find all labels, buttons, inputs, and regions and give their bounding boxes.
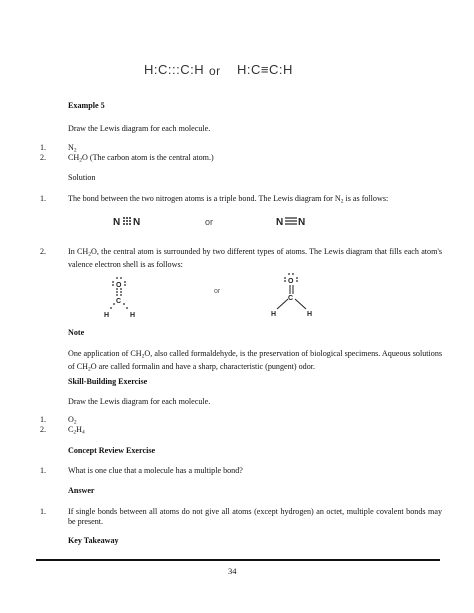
svg-text:C: C xyxy=(288,295,294,302)
acetylene-right-h2: C:H xyxy=(268,62,293,77)
n2-lewis-dots-diagram xyxy=(112,214,142,228)
solution-label: Solution xyxy=(68,173,96,182)
answer-text: If single bonds between all atoms do not give all atoms (except hydrogen) an octet, multiple covalent bonds may be present. xyxy=(68,507,442,526)
svg-text:H: H xyxy=(130,312,136,319)
skill-instruction: Draw the Lewis diagram for each molecule. xyxy=(68,397,211,406)
example-item-1: $N_2$ xyxy=(68,143,77,154)
n2-or: or xyxy=(205,217,214,227)
example-item-2: $CH_2O$ (The carbon atom is the central atom.) xyxy=(68,153,214,164)
skill-title: Skill-Building Exercise xyxy=(68,377,148,386)
n2-lewis-lines-diagram xyxy=(275,214,307,228)
skill-item-1-num: 1. xyxy=(40,415,47,424)
solution-1-text: The bond between the two nitrogen atoms is a triple bond. The Lewis diagram for $N_2$ is as follows: xyxy=(68,194,389,205)
svg-text:H: H xyxy=(271,311,277,318)
note-title: Note xyxy=(68,328,85,337)
ch2o-lewis-dots-diagram xyxy=(100,276,140,322)
acetylene-lewis-dots: H:C:::C:H xyxy=(144,62,205,77)
answer-num: 1. xyxy=(40,507,47,516)
concept-title: Concept Review Exercise xyxy=(68,446,156,455)
svg-text:O: O xyxy=(288,278,294,285)
note-text: One application of $CH_2O$, also called formaldehyde, is the preservation of biological specimens. Aqueous solutions of $CH_2O$ are called formalin and have a sharp, characteristic (pungent) odor. xyxy=(68,349,443,372)
acetylene-lewis-lines xyxy=(237,62,293,77)
acetylene-right-h1: H:C xyxy=(237,62,261,77)
solution-1-num: 1. xyxy=(40,194,47,203)
svg-text:H: H xyxy=(307,311,313,318)
svg-text:O: O xyxy=(116,282,122,289)
concept-question: What is one clue that a molecule has a multiple bond? xyxy=(68,466,243,475)
example-title: Example 5 xyxy=(68,101,105,110)
ch2o-or: or xyxy=(214,288,221,295)
solution-2-text: In $CH_2O$, the central atom is surrounded by two different types of atoms. The Lewis diagram that fills each atom's valence electron shell is as follows: xyxy=(68,247,442,269)
solution-2-num: 2. xyxy=(40,247,47,256)
skill-item-1: $O_2$ xyxy=(68,415,77,426)
svg-text:H: H xyxy=(104,312,110,319)
example-instruction: Draw the Lewis diagram for each molecule. xyxy=(68,124,211,133)
answer-label: Answer xyxy=(68,486,95,495)
svg-text:C: C xyxy=(116,298,122,305)
example-item-1-num: 1. xyxy=(40,143,47,152)
ch2o-lewis-lines-diagram xyxy=(268,272,320,318)
acetylene-triple-bond: ≡ xyxy=(260,62,269,77)
svg-text:N: N xyxy=(113,217,121,228)
skill-item-2: $C_2H_4$ xyxy=(68,425,85,436)
svg-text:N: N xyxy=(133,217,141,228)
footer-rule xyxy=(36,559,440,561)
concept-question-num: 1. xyxy=(40,466,47,475)
page-number: 34 xyxy=(228,566,237,576)
svg-text:N: N xyxy=(298,217,306,228)
key-takeaway-title: Key Takeaway xyxy=(68,536,119,545)
svg-text:N: N xyxy=(276,217,284,228)
skill-item-2-num: 2. xyxy=(40,425,47,434)
acetylene-or: or xyxy=(209,64,221,78)
example-item-2-num: 2. xyxy=(40,153,47,162)
